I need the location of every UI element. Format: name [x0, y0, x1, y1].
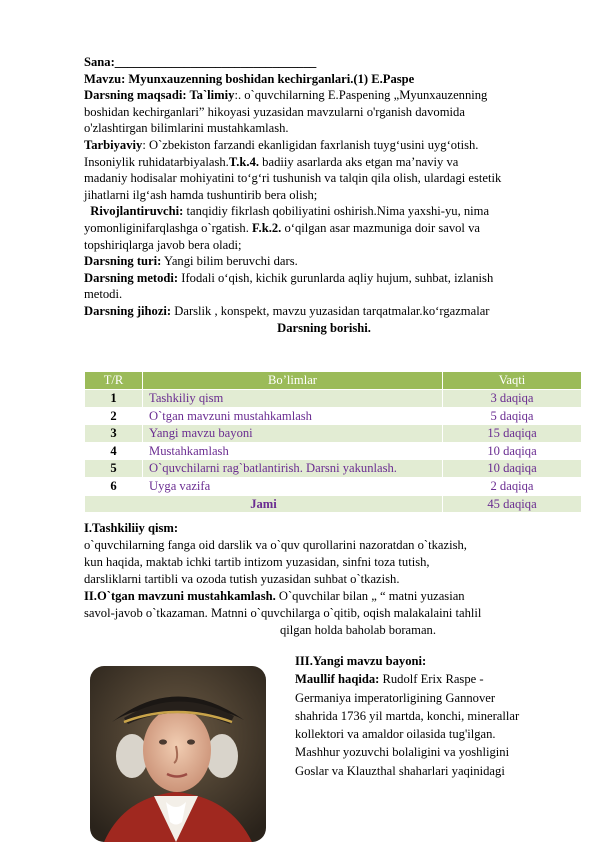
- section2-title: II.O`tgan mavzuni mustahkamlash.: [84, 589, 276, 603]
- goal-line-2: boshidan kechirganlari” hikoyasi yuzasidan mavzularni o'rganish davomida: [84, 104, 465, 119]
- upbringing-line-2: Insoniylik ruhidatarbiyalash.T.k.4. badiiy asarlarda aks etgan ma’naviy va: [84, 154, 459, 169]
- section3-line-3: shahrida 1736 yil martda, konchi, minerallar: [295, 708, 520, 723]
- upbringing-label: Tarbiyaviy: [84, 137, 143, 152]
- table-row: 6 Uyga vazifa 2 daqiqa: [85, 477, 582, 495]
- section3-text: [295, 652, 554, 780]
- table-row: 1 Tashkiliy qism 3 daqiqa: [85, 390, 582, 408]
- lesson-schedule-table: [84, 371, 582, 513]
- section1-title: I.Tashkiliiy qism:: [84, 521, 179, 535]
- developmental-label: Rivojlantiruvchi:: [90, 204, 184, 219]
- lesson-sections: [84, 520, 554, 639]
- author-portrait-image: [84, 662, 270, 842]
- developmental-line-3: topshiriqlarga javob bera oladi;: [84, 237, 242, 252]
- section1-line-1: o`quvchilarning fanga oid darslik va o`quv qurollarini nazoratdan o`tkazish,: [84, 538, 467, 552]
- goal-label: Darsning maqsadi: Ta`limiy: [84, 88, 235, 103]
- section1-line-3: darsliklarni tartibli va ozoda tutish yuzasidan suhbat o`tkazish.: [84, 572, 400, 586]
- lesson-type-line: Darsning turi: Yangi bilim beruvchi dars.: [84, 254, 298, 269]
- section3-line-1: Maullif haqida: Rudolf Erix Raspe -: [295, 672, 484, 687]
- upbringing-line-3: madaniy hodisalar mohiyatini to‘g‘ri tushunish va talqin qila olish, ulardagi estetik: [84, 171, 502, 186]
- date-line: Sana:________________________________: [84, 55, 317, 69]
- developmental-line-2: yomonliginifarqlashga o`rgatish. F.k.2. o‘qilgan asar mazmuniga doir savol va: [84, 220, 480, 235]
- equipment-label: Darsning jihozi:: [84, 303, 172, 318]
- portrait-illustration: [84, 662, 270, 842]
- section2-line-2: savol-javob o`tkazaman. Matnni o`quvchilarga o`qitib, oqish malakalaini tahlil: [84, 606, 482, 620]
- equipment-line: Darsning jihozi: Darslik , konspekt, mavzu yuzasidan tarqatmalar.ko‘rgazmalar: [84, 303, 490, 318]
- table-row: 4 Mustahkamlash 10 daqiqa: [85, 442, 582, 460]
- section2-line-3: qilgan holda baholab boraman.: [280, 623, 436, 637]
- developmental-line-1: Rivojlantiruvchi: tanqidiy fikrlash qobiliyatini oshirish.Nima yaxshi-yu, nima: [90, 204, 490, 219]
- section3-title: III.Yangi mavzu bayoni:: [295, 654, 427, 668]
- section3-line-5: Mashhur yozuvchi bolaligini va yoshligini: [295, 745, 510, 760]
- topic-line: Mavzu: Myunxauzenning boshidan kechirganlari.(1) E.Paspe: [84, 71, 415, 86]
- column-header-number: T/R: [85, 372, 143, 390]
- lesson-flow-title: Darsning borishi.: [277, 320, 371, 335]
- column-header-time: Vaqti: [443, 372, 582, 390]
- section3-line-6: Goslar va Klauzthal shaharlari yaqinidagi: [295, 763, 505, 778]
- goal-line-3: o'zlashtirgan bilimlarini mustahkamlash.: [84, 121, 289, 136]
- method-label: Darsning metodi:: [84, 270, 179, 285]
- lesson-plan-header: [84, 54, 554, 336]
- lesson-type-label: Darsning turi:: [84, 254, 162, 269]
- author-label: Maullif haqida:: [295, 672, 380, 687]
- table-row: 5 O`quvchilarni rag`batlantirish. Darsni yakunlash. 10 daqiqa: [85, 460, 582, 478]
- table-header-row: [85, 372, 582, 390]
- table-row: 2 O`tgan mavzuni mustahkamlash 5 daqiqa: [85, 407, 582, 425]
- method-line-2: metodi.: [84, 287, 123, 302]
- upbringing-line-1: Tarbiyaviy: O`zbekiston farzandi ekanligidan faxrlanish tuyg‘usini uyg‘otish.: [84, 137, 479, 152]
- section3-line-2: Germaniya imperatorligining Gannover: [295, 690, 496, 705]
- table-total-row: Jami 45 daqiqa: [85, 495, 582, 513]
- section1-line-2: kun haqida, maktab ichki tartib intizom yuzasidan, sinfni toza tutish,: [84, 555, 430, 569]
- table-row: 3 Yangi mavzu bayoni 15 daqiqa: [85, 425, 582, 443]
- goal-line-1: Darsning maqsadi: Ta`limiy:. o`quvchilarning E.Paspening „Myunxauzenning: [84, 88, 488, 103]
- section2-line-1: II.O`tgan mavzuni mustahkamlash. O`quvchilar bilan „ “ matni yuzasian: [84, 589, 465, 603]
- section3-line-4: kollektori va amaldor oilasida tug'ilgan.: [295, 727, 496, 742]
- column-header-sections: Bo’limlar: [143, 372, 443, 390]
- upbringing-line-4: jihatlarni ilg‘ash hamda tushuntirib bera olish;: [84, 187, 318, 202]
- method-line-1: Darsning metodi: Ifodali o‘qish, kichik gurunlarda aqliy hujum, suhbat, izlanish: [84, 270, 494, 285]
